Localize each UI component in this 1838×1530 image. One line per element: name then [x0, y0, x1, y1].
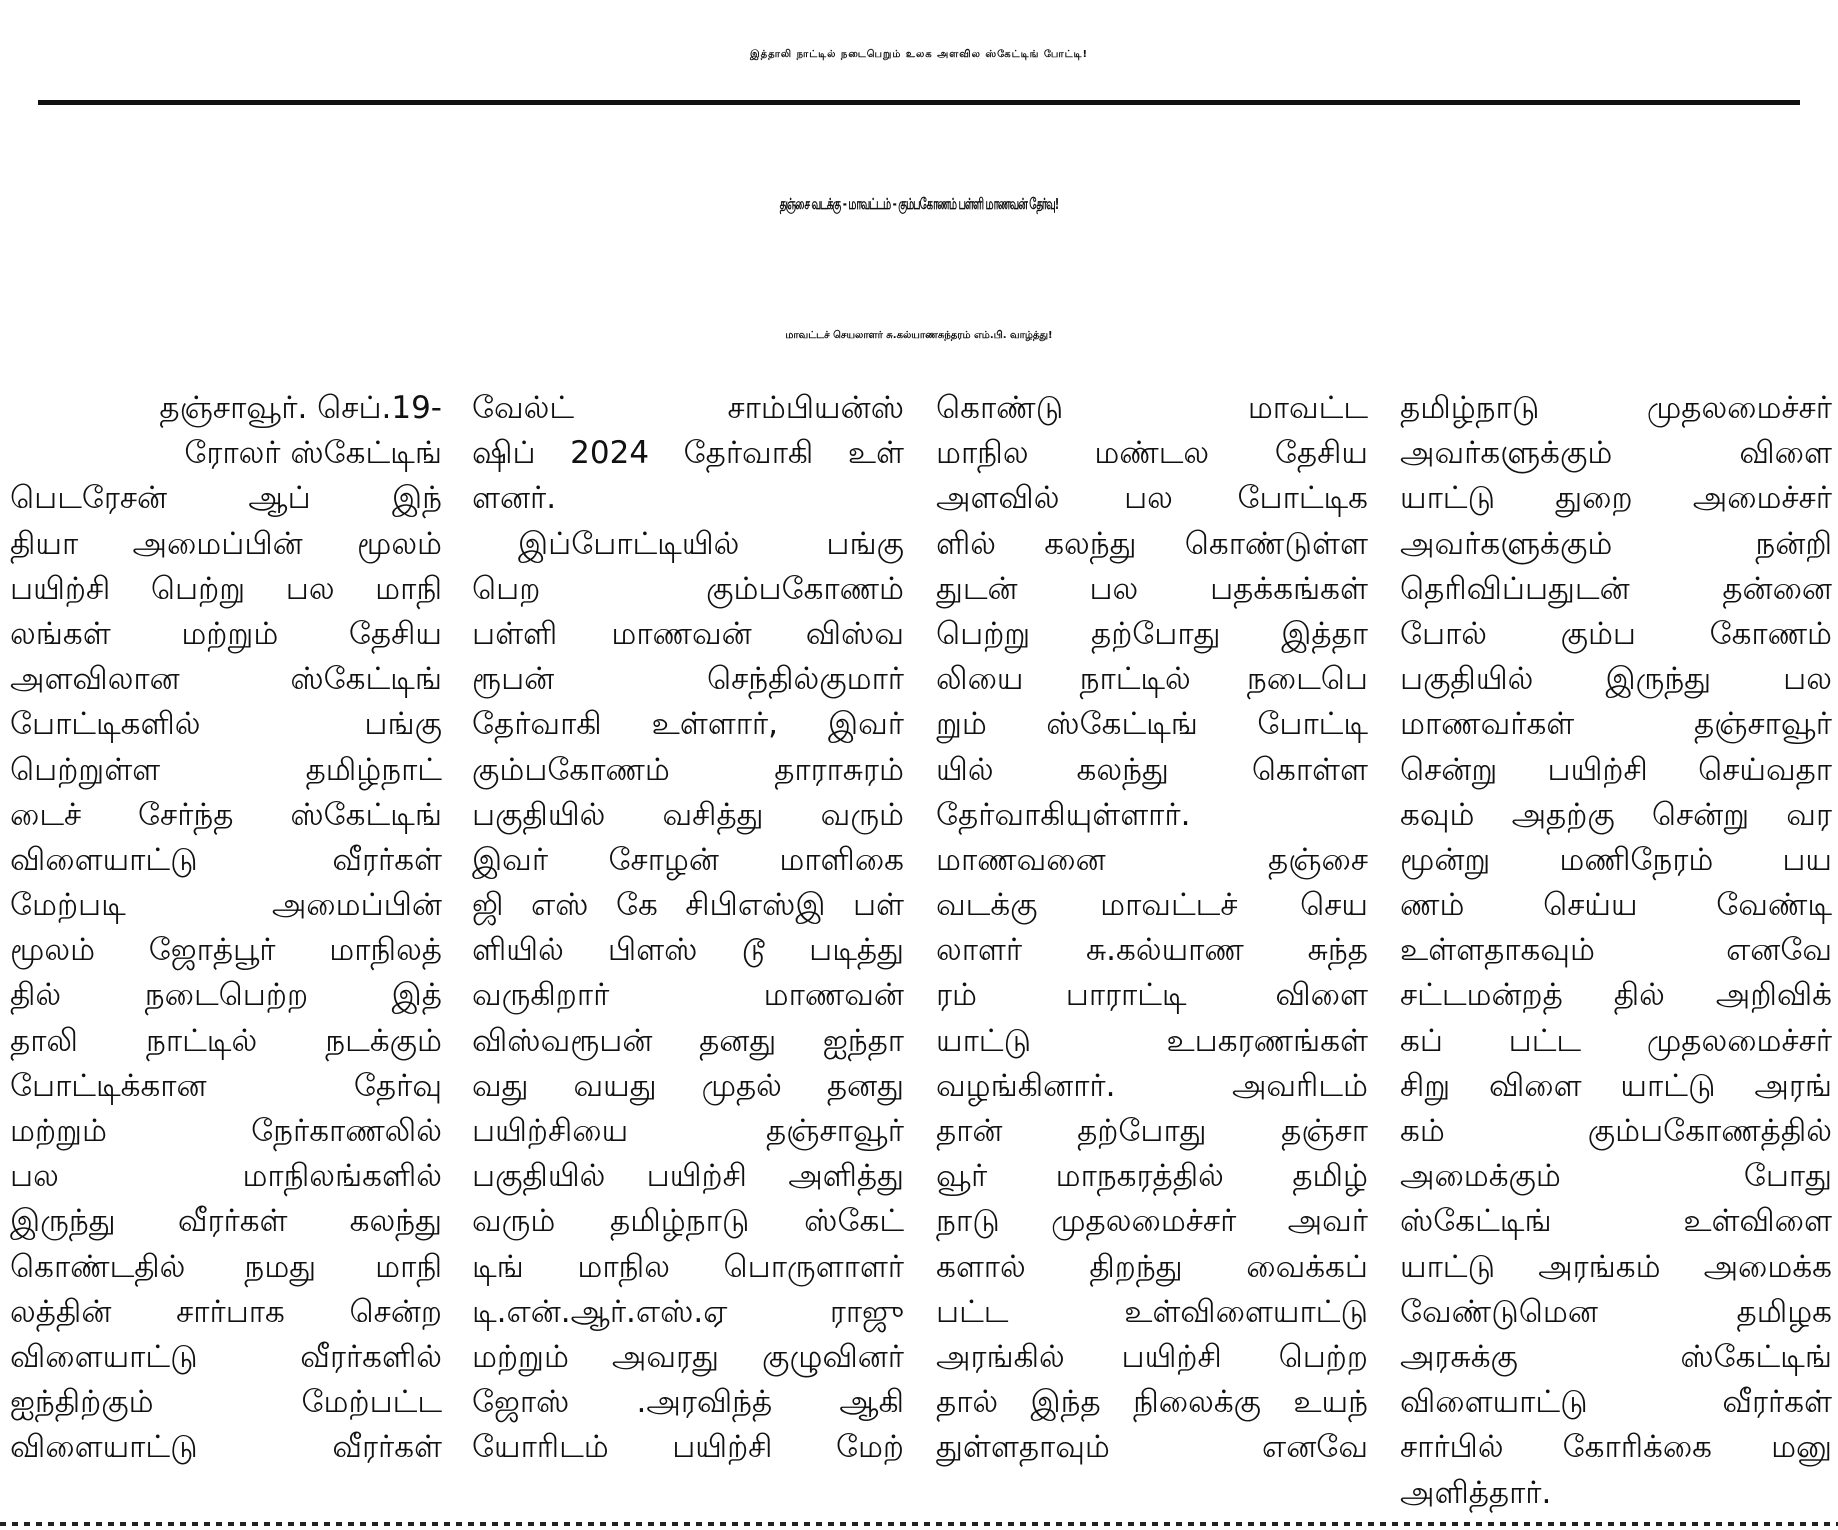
text-line: வூர் மாநகரத்தில் தமிழ்	[936, 1158, 1368, 1195]
text-line: யாட்டு உபகரணங்கள்	[936, 1022, 1368, 1059]
text-line: பகுதியில் இருந்து பல	[1400, 661, 1832, 698]
text-line: வருகிறார் மாணவன்	[472, 977, 904, 1014]
text-line: கொண்டதில் நமது மாநி	[10, 1248, 442, 1285]
text-line: உள்ளதாகவும் எனவே	[1400, 932, 1832, 969]
article-column-2	[472, 386, 904, 1524]
text-line: பயிற்சியை தஞ்சாவூர்	[472, 1113, 904, 1149]
text-line: ஷிப் 2024 தேர்வாகி உள்	[472, 435, 904, 472]
text-line: வடக்கு மாவட்டச் செய	[936, 887, 1368, 924]
text-line: விளையாட்டு வீரர்களில்	[10, 1338, 442, 1375]
text-line: விளையாட்டு வீரர்கள்	[1400, 1384, 1832, 1421]
text-line: விளையாட்டு வீரர்கள்	[10, 841, 442, 878]
text-line: வது வயது முதல் தனது	[472, 1067, 904, 1104]
text-line: அரசுக்கு ஸ்கேட்டிங்	[1400, 1338, 1832, 1375]
text-line: மாணவனை தஞ்சை	[936, 841, 1368, 878]
article-kicker: இத்தாலி நாட்டில் நடைபெறும் உலக அளவில ஸ்கேட்டிங் போட்டி!	[749, 49, 1089, 60]
text-line: தெரிவிப்பதுடன் தன்னை	[1400, 570, 1832, 607]
text-line: பகுதியில் பயிற்சி அளித்து	[472, 1158, 904, 1195]
text-line: ஜி எஸ் கே சிபிஎஸ்இ பள்	[472, 887, 904, 924]
text-line: மூலம் ஜோத்பூர் மாநிலத்	[10, 932, 442, 969]
text-line: றும் ஸ்கேட்டிங் போட்டி	[936, 706, 1368, 743]
text-line: ஸ்கேட்டிங் உள்விளை	[1400, 1203, 1832, 1240]
text-line: தியா அமைப்பின் மூலம்	[10, 525, 442, 562]
text-line: டி.என்.ஆர்.எஸ்.ஏ ராஜு	[472, 1293, 904, 1330]
text-line: நாடு முதலமைச்சர் அவர்	[936, 1203, 1368, 1240]
text-line: வேல்ட் சாம்பியன்ஸ்	[472, 390, 904, 426]
text-line: பெற கும்பகோணம்	[472, 570, 904, 607]
text-line: அமைக்கும் போது	[1400, 1158, 1832, 1195]
text-line: லங்கள் மற்றும் தேசிய	[10, 615, 442, 652]
text-line: கும்பகோணம் தாராசுரம்	[472, 751, 904, 788]
text-line: துள்ளதாவும் எனவே	[936, 1429, 1368, 1466]
article-column-4	[1400, 386, 1832, 1524]
text-line: டைச் சேர்ந்த ஸ்கேட்டிங்	[10, 796, 442, 833]
text-line: லத்தின் சார்பாக சென்ற	[10, 1293, 442, 1330]
text-line: சென்று பயிற்சி செய்வதா	[1400, 751, 1832, 788]
text-line: பெற்று தற்போது இத்தா	[936, 615, 1368, 652]
page-bottom-border	[0, 1522, 1838, 1526]
text-line: கம் கும்பகோணத்தில்	[1400, 1113, 1832, 1149]
text-line: கொண்டு மாவட்ட	[936, 390, 1368, 426]
text-line: களால் திறந்து வைக்கப்	[936, 1248, 1368, 1285]
text-line: சிறு விளை யாட்டு அரங்	[1400, 1067, 1832, 1104]
text-line: லியை நாட்டில் நடைபெ	[936, 661, 1368, 698]
text-line: அவர்களுக்கும் விளை	[1400, 435, 1832, 472]
text-line: கப் பட்ட முதலமைச்சர்	[1400, 1022, 1832, 1059]
text-line: யோரிடம் பயிற்சி மேற்	[472, 1429, 904, 1466]
text-line: பெற்றுள்ள தமிழ்நாட்	[10, 751, 442, 788]
text-line: வரும் தமிழ்நாடு ஸ்கேட்	[472, 1203, 904, 1240]
text-line: சார்பில் கோரிக்கை மனு	[1400, 1429, 1832, 1466]
article-column-1	[10, 386, 442, 1524]
text-line: அவர்களுக்கும் நன்றி	[1400, 525, 1832, 562]
text-line: விளையாட்டு வீரர்கள்	[10, 1429, 442, 1466]
text-line: இருந்து வீரர்கள் கலந்து	[10, 1203, 442, 1240]
text-line: பட்ட உள்விளையாட்டு	[936, 1293, 1368, 1330]
article-headline: தஞ்சை வடக்கு - மாவட்டம் - கும்பகோணம் பள்ளி மாணவன் தேர்வு!	[779, 196, 1059, 214]
text-line: பெடரேசன் ஆப் இந்	[10, 480, 442, 517]
text-line: பயிற்சி பெற்று பல மாநி	[10, 570, 442, 607]
text-line: அளவில் பல போட்டிக	[936, 480, 1368, 517]
text-line: வேண்டுமென தமிழக	[1400, 1293, 1832, 1330]
text-line: துடன் பல பதக்கங்கள்	[936, 570, 1368, 607]
text-line: இவர் சோழன் மாளிகை	[472, 841, 904, 878]
text-line: அளவிலான ஸ்கேட்டிங்	[10, 661, 442, 698]
text-line: டிங் மாநில பொருளாளர்	[472, 1248, 904, 1285]
text-line: ளில் கலந்து கொண்டுள்ள	[936, 525, 1368, 562]
text-line: சட்டமன்றத் தில் அறிவிக்	[1400, 977, 1832, 1014]
text-line: கவும் அதற்கு சென்று வர	[1400, 796, 1832, 833]
text-line: லாளர் சு.கல்யாண சுந்த	[936, 932, 1368, 969]
text-line: தால் இந்த நிலைக்கு உயந்	[936, 1384, 1368, 1421]
text-line: ரோலர் ஸ்கேட்டிங்	[184, 435, 442, 472]
text-line: மற்றும் நேர்காணலில்	[10, 1113, 442, 1149]
text-line: மேற்படி அமைப்பின்	[10, 887, 442, 924]
text-line: போட்டிக்கான தேர்வு	[10, 1067, 442, 1104]
text-line: தில் நடைபெற்ற இத்	[10, 977, 442, 1014]
article-column-3	[936, 386, 1368, 1524]
text-line: தேர்வாகியுள்ளார்.	[936, 796, 1191, 833]
text-line: விஸ்வரூபன் தனது ஐந்தா	[472, 1022, 904, 1059]
text-line: இப்போட்டியில் பங்கு	[518, 525, 904, 562]
text-line: பல மாநிலங்களில்	[10, 1158, 442, 1195]
text-line: யாட்டு துறை அமைச்சர்	[1400, 480, 1832, 517]
article-subheadline: மாவட்டச் செயலாளர் சு.கல்யாணசுந்தரம் எம்.பி. வாழ்த்து!	[785, 330, 1053, 341]
text-line: தேர்வாகி உள்ளார், இவர்	[472, 706, 904, 743]
text-line: அளித்தார்.	[1400, 1474, 1552, 1511]
text-line: பகுதியில் வசித்து வரும்	[472, 796, 904, 833]
text-line: ஜோஸ் .அரவிந்த் ஆகி	[472, 1384, 904, 1421]
text-line: ஐந்திற்கும் மேற்பட்ட	[10, 1384, 442, 1421]
text-line: மாணவர்கள் தஞ்சாவூர்	[1400, 706, 1832, 743]
text-line: போல் கும்ப கோணம்	[1400, 615, 1832, 652]
text-line: ளியில் பிளஸ் டூ படித்து	[472, 932, 904, 969]
text-line: ளனர்.	[472, 480, 557, 517]
text-line: அரங்கில் பயிற்சி பெற்ற	[936, 1338, 1368, 1375]
text-line: மாநில மண்டல தேசிய	[936, 435, 1368, 472]
text-line: வழங்கினார். அவரிடம்	[936, 1067, 1368, 1104]
text-line: யில் கலந்து கொள்ள	[936, 751, 1368, 788]
text-line: மூன்று மணிநேரம் பய	[1400, 841, 1832, 878]
text-line: யாட்டு அரங்கம் அமைக்க	[1400, 1248, 1832, 1285]
text-line: தாலி நாட்டில் நடக்கும்	[10, 1022, 442, 1059]
text-line: ணம் செய்ய வேண்டி	[1400, 887, 1832, 924]
text-line: ரூபன் செந்தில்குமார்	[472, 661, 904, 698]
text-line: மற்றும் அவரது குழுவினர்	[472, 1338, 904, 1375]
text-line: ரம் பாராட்டி விளை	[936, 977, 1368, 1014]
text-line: தான் தற்போது தஞ்சா	[936, 1113, 1368, 1149]
text-line: தஞ்சாவூர். செப்.19-	[159, 390, 442, 426]
text-line: தமிழ்நாடு முதலமைச்சர்	[1400, 390, 1832, 426]
text-line: போட்டிகளில் பங்கு	[10, 706, 442, 743]
text-line: பள்ளி மாணவன் விஸ்வ	[472, 615, 904, 652]
